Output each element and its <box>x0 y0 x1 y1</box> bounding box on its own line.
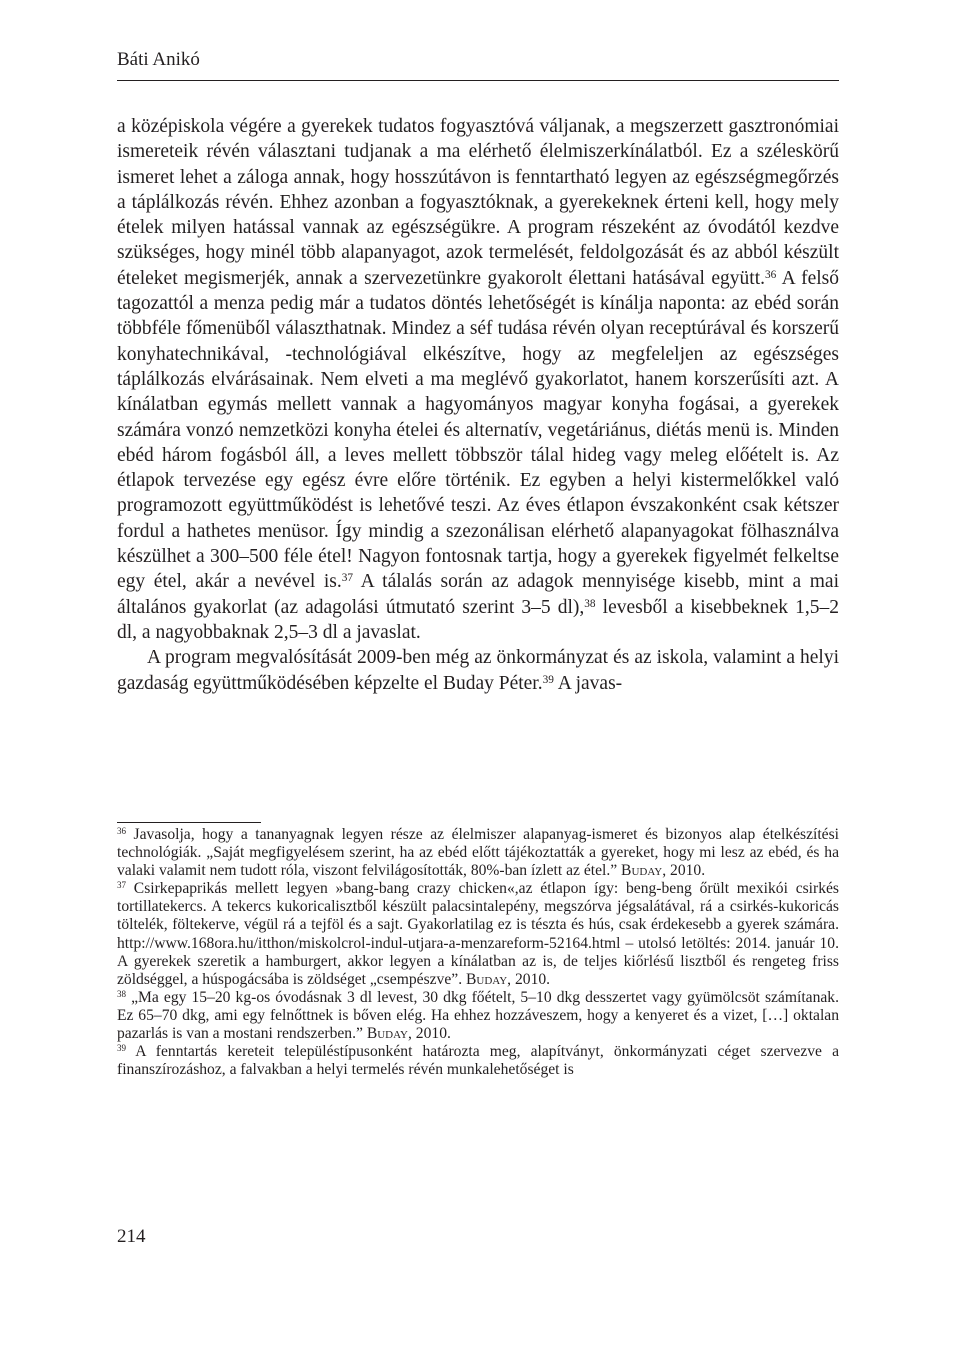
paragraph-2-text-b: A javas- <box>553 672 623 694</box>
footnote-38-year: , 2010. <box>408 1025 451 1043</box>
footnotes <box>117 826 839 1079</box>
page-number: 214 <box>117 1226 146 1247</box>
footnote-38-text: „Ma egy 15–20 kg-os óvodásnak 3 dl levest, 30 dkg főételt, 5–10 dkg desszertet vagy gyümölcsöt számítanak. Ez 65–70 dkg, ami egy felnőttnek is bőven elég. Ha ehhez hozzáveszem, hogy a kenyeret és a vizet, […] oktalan pazarlás is van a mostani rendszerben.” <box>117 988 839 1043</box>
paragraph-2 <box>117 645 839 696</box>
paragraph-1 <box>117 114 839 645</box>
footnote-39-number: 39 <box>117 1043 127 1054</box>
header-rule <box>117 80 839 81</box>
footnote-37-text: Csirkepaprikás mellett legyen »bang-bang crazy chicken«,az étlapon így: beng-beng őrült mexikói csirkés tortillatekercs. A tekercs kukoricalisztből készült palacsintalepény, megszórva jégsalátával, rá a csirkés-kukoricás töltelék, föltekerve, végül rá a tejföl és a sajt. Gyakorlatilag ez is tészta és hús, csak érdekesebb a gyerek számára. http://www.168ora.hu/itthon/miskolcrol-indul-utjara-a-menzareform-52164.html – utolsó letöltés: 2014. január 10. A gyerekek szeretik a hamburgert, akkor legyen a kínálatban az is, de teljes kiőrlésű lisztből és rengeteg friss zöldséggel, a húspogácsába is zöldséget „csempészve”. <box>117 880 839 988</box>
footnote-37-author: Buday <box>466 970 508 988</box>
footnote-39-text: A fenntartás kereteit településtípusonként határozta meg, alapítványt, önkormányzati céget szervezve a finanszírozáshoz, a falvakban a helyi termelés révén munkalehetőséget is <box>117 1043 839 1079</box>
footnote-38-number: 38 <box>117 988 127 999</box>
footnote-38 <box>117 989 839 1043</box>
paragraph-1-text-b: A felső tagozattól a menza pedig már a tudatos döntés lehetőségét is kínálja naponta: az ebéd során többféle főmenüből választhatnak. Mindez a séf tudása révén olyan receptúrával és korszerű konyhatechnikával, -technológiával elkészítve, hogy az megfeleljen az egészséges táplálkozás elvárásainak. Nem elveti a ma meglévő gyakorlatot, hanem korszerűsíti azt. A kínálatban egymás mellett vannak a hagyományos magyar konyha fogásai, a gyerekek számára vonzó nemzetközi konyha ételei és alternatív, vegetáriánus, diétás menü is. Minden ebéd három fogásból áll, a leves mellett többször tálal hideg vagy meleg előételt is. Az étlapok tervezése egy egész évre előre történik. Ez egyben a helyi kistermelőkkel való programozott együttműködést is lehetővé teszi. Az éves étlapon évszakonként csak kétszer fordul a hathetes menüsor. Így mindig a szezonálisan elérhető alapanyagokat fölhasználva készülhet a 300–500 féle étel! Nagyon fontosnak tartja, hogy a gyerekek figyelmét felkeltse egy étel, akár a nevével is. <box>117 267 839 593</box>
main-text <box>117 114 839 696</box>
footnote-38-author: Buday <box>366 1025 408 1043</box>
footnote-36-text: Javasolja, hogy a tananyagnak legyen része az élelmiszer alapanyag-ismeret és bizonyos alap ételkészítési technológiák. „Saját megfigyelésem szerint, ha az ebéd előtt tájékoztatták a gyereket, hogy mi lesz az ebéd, és ha valaki valamit nem tudott róla, viszont felvilágosították, 80%-ban ízlett az étel.” <box>117 826 839 880</box>
footnote-36-year: , 2010. <box>662 862 706 880</box>
paragraph-1-text-d: levesből a kisebbeknek 1,5–2 dl, a nagyobbaknak 2,5–3 dl a javaslat. <box>117 596 839 643</box>
footnote-37 <box>117 880 839 989</box>
footnote-36-author: Buday <box>621 862 663 880</box>
running-head-author: Báti Anikó <box>117 49 200 70</box>
footnote-39 <box>117 1043 839 1079</box>
footnote-ref-38[interactable]: 38 <box>584 597 596 610</box>
footnote-ref-39[interactable]: 39 <box>542 673 554 686</box>
paragraph-1-text-a: a középiskola végére a gyerekek tudatos fogyasztóvá váljanak, a megszerzett gasztronómiai ismereteik révén választani tudjanak a ma elérhető élelmiszerkínálatból. Ez a széleskörű ismeret lehet a záloga annak, hogy hosszútávon is fenntartható legyen az egészségmegőrzés a táplálkozás révén. Ehhez azonban a fogyasztóknak, a gyerekeknek érteni kell, hogy mely ételek milyen hatással vannak az egészségükre. A program részeként az óvodától kezdve szükséges, hogy minél több alapanyagot, azok termelését, feldolgozását és az abból készült ételeket megismerjék, annak a szervezetünkre gyakorolt élettani hatásával együtt. <box>117 116 839 289</box>
paragraph-2-text-a: A program megvalósítását 2009-ben még az önkormányzat és az iskola, valamint a helyi gazdaság együttműködésében képzelte el Buday Péter. <box>117 647 839 694</box>
footnote-36-number: 36 <box>117 826 127 837</box>
footnote-ref-36[interactable]: 36 <box>765 268 777 281</box>
footnote-37-year: , 2010. <box>507 970 551 988</box>
footnote-ref-37[interactable]: 37 <box>341 572 354 585</box>
footnote-rule <box>117 822 261 823</box>
footnote-36 <box>117 826 839 880</box>
footnote-37-number: 37 <box>117 880 127 891</box>
paragraph-1-text-c: A tálalás során az adagok mennyisége kisebb, mint a mai általános gyakorlat (az adagolási útmutató szerint 3–5 dl), <box>117 571 839 618</box>
